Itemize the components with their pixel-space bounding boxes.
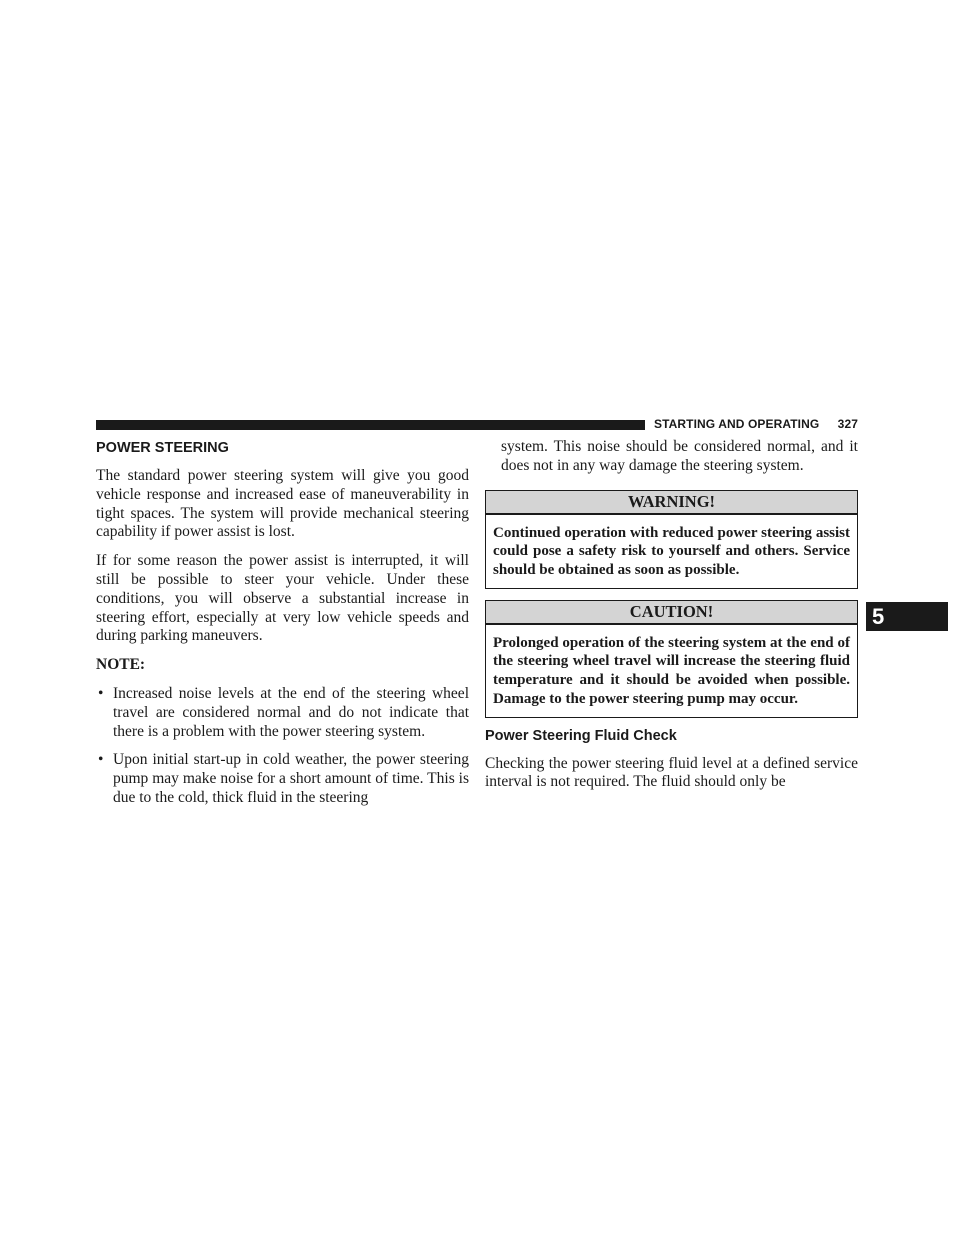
section-heading-power-steering: POWER STEERING [96,440,229,456]
list-item [96,751,469,807]
header-rule [96,420,645,430]
right-column [485,436,858,792]
note-label: NOTE: [96,656,146,674]
caution-box [485,600,858,718]
caution-body: Prolonged operation of the steering system at the end of the steering wheel travel will increase the steering fluid temperature and it should be avoided when possible. Damage to the power steering pump may occur. [493,634,850,707]
warning-box [485,490,858,589]
bullet-icon: • [98,751,104,769]
page-number: 327 [837,417,858,431]
left-column [96,436,469,818]
warning-title: WARNING! [486,491,857,515]
paragraph-assist-interrupted: If for some reason the power assist is interrupted, it will still be possible to steer your vehicle. Under these conditions, you will observe a substantial increase in steering effort, especially at very low vehicle speeds and during parking maneuvers. [96,552,469,645]
caution-title: CAUTION! [486,601,857,625]
paragraph-standard-system: The standard power steering system will give you good vehicle response and increased ease of maneuverability in tight spaces. The system will provide mechanical steering capability if power assist is lost. [96,467,469,541]
chapter-tab: 5 [866,602,948,631]
note-bullet-list [96,685,469,808]
running-header [654,417,858,431]
header-section-title: STARTING AND OPERATING [654,417,820,431]
warning-body: Continued operation with reduced power steering assist could pose a safety risk to yourself and others. Service should be obtained as soon as possible. [493,524,850,578]
bullet-text: Increased noise levels at the end of the steering wheel travel are considered normal and do not indicate that there is a problem with the power steering system. [113,684,469,740]
bullet-icon: • [98,684,104,702]
paragraph-fluid-check: Checking the power steering fluid level at a defined service interval is not required. The fluid should only be [485,754,858,791]
subsection-heading-fluid-check: Power Steering Fluid Check [485,727,677,744]
continued-bullet-text: system. This noise should be considered normal, and it does not in any way damage the steering system. [501,438,858,474]
list-item [96,685,469,741]
bullet-text: Upon initial start-up in cold weather, the power steering pump may make noise for a short amount of time. This is due to the cold, thick fluid in the steering [113,751,469,806]
